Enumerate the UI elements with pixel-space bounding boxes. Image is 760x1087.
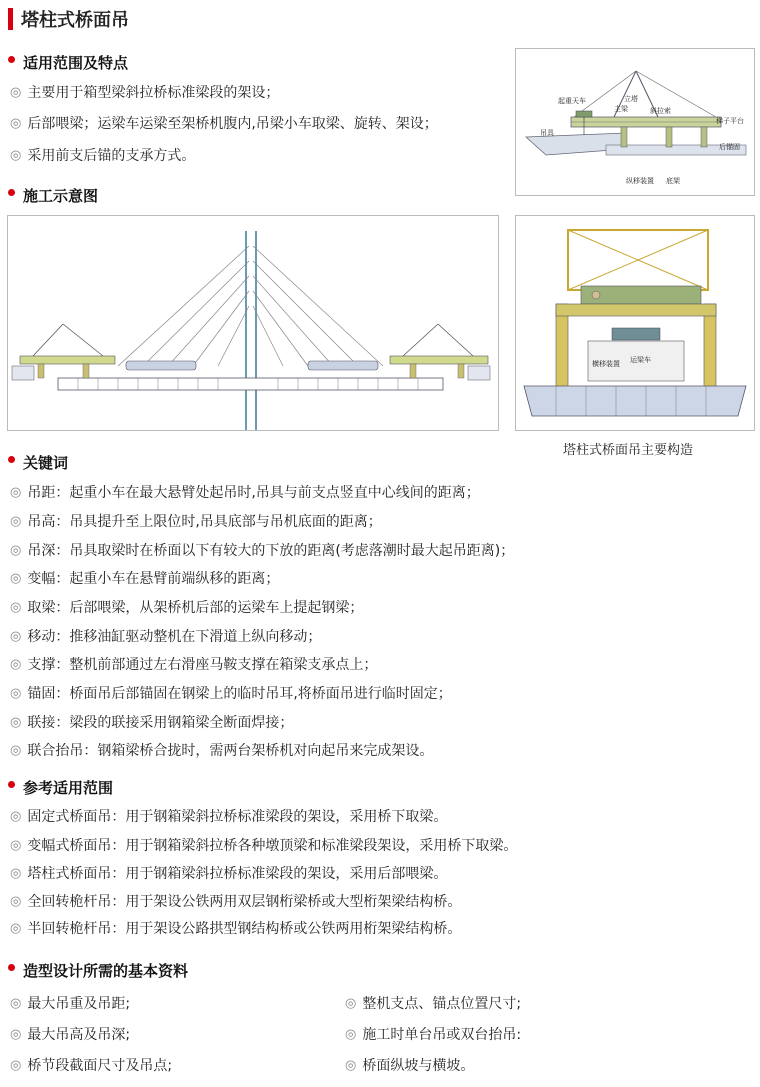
title-accent-bar: [8, 8, 13, 30]
circle-bullet-icon: ◎: [10, 893, 22, 909]
circle-bullet-icon: ◎: [10, 1026, 22, 1042]
list-item-text: 最大吊高及吊深;: [27, 1027, 131, 1043]
list-item: [10, 654, 377, 674]
label-main-beam: 主梁: [614, 105, 628, 113]
circle-bullet-icon: ◎: [10, 115, 22, 131]
circle-bullet-icon: ◎: [10, 484, 22, 500]
section-heading-reference: [8, 777, 113, 798]
red-dot-icon: [8, 56, 15, 63]
circle-bullet-icon: ◎: [10, 995, 22, 1011]
figure-caption: 塔柱式桥面吊主要构造: [563, 443, 694, 458]
list-item-text: 整机支点、锚点位置尺寸;: [362, 996, 522, 1012]
circle-bullet-icon: ◎: [10, 808, 22, 824]
list-item-text: 变幅：起重小车在悬臂前端纵移的距离；: [27, 571, 280, 587]
list-item-text: 吊距：起重小车在最大悬臂处起吊时,吊具与前支点竖直中心线间的距离；: [27, 485, 480, 501]
list-item: [10, 993, 130, 1013]
circle-bullet-icon: ◎: [10, 685, 22, 701]
list-item: [345, 1024, 521, 1044]
list-item: [10, 113, 438, 133]
list-item-text: 取梁：后部喂梁，从架桥机后部的运梁车上提起钢梁；: [27, 600, 364, 616]
list-item-text: 桥面纵坡与横坡。: [362, 1058, 475, 1074]
section-heading-diagram: [8, 185, 98, 206]
circle-bullet-icon: ◎: [10, 920, 22, 936]
list-item: [10, 863, 447, 883]
list-item-text: 最大吊重及吊距;: [27, 996, 131, 1012]
label-spreader: 吊具: [540, 129, 554, 137]
label-lateral-shift: 横移装置: [592, 360, 620, 368]
list-item: [345, 993, 521, 1013]
crane-main-structure-figure: [515, 215, 755, 431]
section-title: 参考适用范围: [23, 779, 114, 797]
list-item: [10, 511, 382, 531]
circle-bullet-icon: ◎: [345, 995, 357, 1011]
section-heading-design: [8, 960, 188, 981]
circle-bullet-icon: ◎: [10, 570, 22, 586]
list-item-text: 桥节段截面尺寸及吊点;: [27, 1058, 173, 1074]
list-item: [10, 145, 195, 165]
page-title-bar: [8, 6, 129, 32]
list-item-text: 锚固：桥面吊后部锚固在钢梁上的临时吊耳,将桥面吊进行临时固定；: [27, 686, 452, 702]
circle-bullet-icon: ◎: [10, 628, 22, 644]
list-item: [10, 891, 461, 911]
section-title: 施工示意图: [23, 187, 99, 205]
list-item: [10, 806, 447, 826]
section-title: 适用范围及特点: [23, 54, 129, 72]
list-item: [10, 82, 279, 102]
list-item-text: 主要用于箱型梁斜拉桥标准梁段的架设；: [27, 85, 280, 101]
label-anchor: 后锚固: [719, 143, 740, 151]
list-item: [10, 568, 279, 588]
circle-bullet-icon: ◎: [10, 84, 22, 100]
list-item-text: 联合抬吊：钢箱梁桥合拢时，需两台架桥机对向起吊来完成架设。: [27, 743, 434, 759]
section-heading-keywords: [8, 452, 68, 473]
list-item: [10, 918, 461, 938]
list-item-text: 移动：推移油缸驱动整机在下滑道上纵向移动；: [27, 629, 322, 645]
label-ladder: 梯子平台: [716, 117, 744, 125]
list-item-text: 支撑：整机前部通过左右滑座马鞍支撑在箱梁支承点上；: [27, 657, 378, 673]
section-title: 造型设计所需的基本资料: [23, 962, 189, 980]
list-item-text: 联接：梁段的联接采用钢箱梁全断面焊接；: [27, 715, 294, 731]
list-item-text: 塔柱式桥面吊：用于钢箱梁斜拉桥标准梁段的架设，采用后部喂梁。: [27, 866, 448, 882]
section-title: 关键词: [23, 454, 69, 472]
construction-schematic-figure: [7, 215, 499, 431]
list-item-text: 采用前支后锚的支承方式。: [27, 148, 196, 164]
label-stay: 斜拉索: [650, 107, 671, 115]
list-item: [10, 1055, 172, 1075]
label-tower: 立塔: [624, 95, 638, 103]
list-item: [10, 835, 517, 855]
list-item: [10, 712, 293, 732]
list-item-text: 后部喂梁；运梁车运梁至架桥机腹内,吊梁小车取梁、旋转、架设；: [27, 116, 438, 132]
list-item-text: 吊深：吊具取梁时在桥面以下有较大的下放的距离(考虑落潮时最大起吊距离)；: [27, 543, 515, 559]
list-item: [10, 1024, 130, 1044]
circle-bullet-icon: ◎: [10, 837, 22, 853]
label-crane: 起重天车: [558, 97, 586, 105]
circle-bullet-icon: ◎: [10, 147, 22, 163]
list-item: [10, 740, 433, 760]
list-item: [10, 540, 514, 560]
circle-bullet-icon: ◎: [10, 599, 22, 615]
page-title: 塔柱式桥面吊: [21, 10, 129, 31]
list-item: [10, 626, 321, 646]
list-item-text: 半回转桅杆吊：用于架设公路拱型钢结构桥或公铁两用桁架梁结构桥。: [27, 921, 462, 937]
section-heading-scope: [8, 52, 128, 73]
label-carrier: 运梁车: [630, 356, 651, 364]
list-item-text: 变幅式桥面吊：用于钢箱梁斜拉桥各种墩顶梁和标准梁段架设，采用桥下取梁。: [27, 838, 518, 854]
label-base: 底架: [666, 177, 680, 185]
red-dot-icon: [8, 964, 15, 971]
list-item: [10, 597, 363, 617]
circle-bullet-icon: ◎: [345, 1026, 357, 1042]
list-item-text: 全回转桅杆吊：用于架设公铁两用双层钢桁梁桥或大型桁架梁结构桥。: [27, 894, 462, 910]
circle-bullet-icon: ◎: [10, 742, 22, 758]
circle-bullet-icon: ◎: [345, 1057, 357, 1073]
circle-bullet-icon: ◎: [10, 513, 22, 529]
circle-bullet-icon: ◎: [10, 865, 22, 881]
list-item-text: 固定式桥面吊：用于钢箱梁斜拉桥标准梁段的架设，采用桥下取梁。: [27, 809, 448, 825]
list-item: [10, 482, 480, 502]
crane-elevation-figure: [515, 48, 755, 196]
circle-bullet-icon: ◎: [10, 1057, 22, 1073]
label-shift: 纵移装置: [626, 177, 654, 185]
list-item-text: 施工时单台吊或双台抬吊:: [362, 1027, 522, 1043]
list-item-text: 吊高：吊具提升至上限位时,吊具底部与吊机底面的距离；: [27, 514, 382, 530]
circle-bullet-icon: ◎: [10, 542, 22, 558]
red-dot-icon: [8, 781, 15, 788]
list-item: [10, 683, 452, 703]
circle-bullet-icon: ◎: [10, 656, 22, 672]
list-item: [345, 1055, 474, 1075]
circle-bullet-icon: ◎: [10, 714, 22, 730]
red-dot-icon: [8, 189, 15, 196]
red-dot-icon: [8, 456, 15, 463]
